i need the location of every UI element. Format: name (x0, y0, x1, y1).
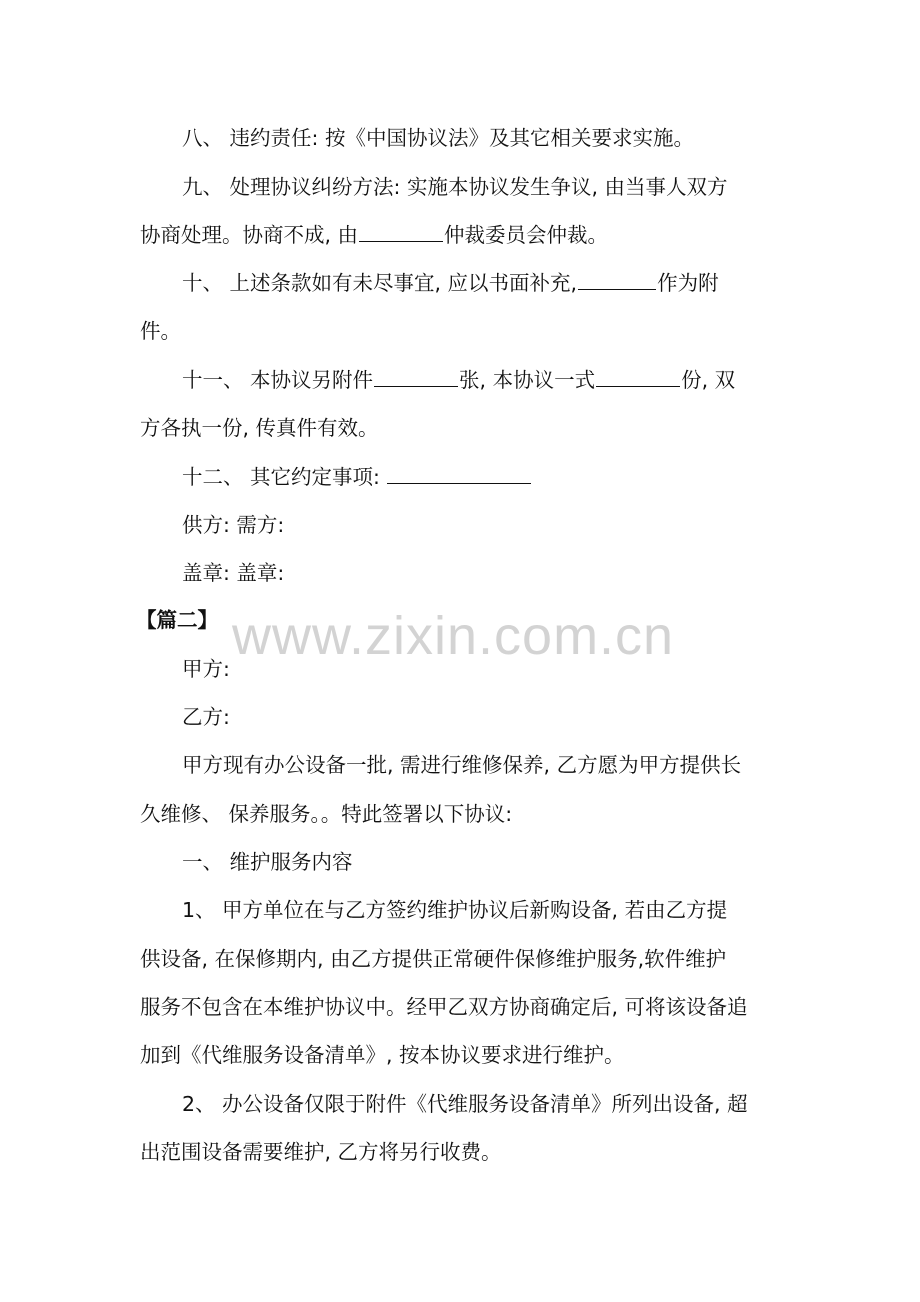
blank-other-terms (387, 482, 531, 484)
party-b: 乙方: (182, 705, 230, 729)
clause-10-text-a: 十、 上述条款如有未尽事宜, 应以书面补充, (182, 271, 578, 295)
item-2: 2、 办公设备仅限于附件《代维服务设备清单》所列出设备, 超 (182, 1092, 748, 1116)
clause-8: 八、 违约责任: 按《中国协议法》及其它相关要求实施。 (182, 126, 694, 150)
preamble-continued: 久维修、 保养服务。。特此签署以下协议: (140, 802, 513, 826)
clause-9: 九、 处理协议纠纷方法: 实施本协议发生争议, 由当事人双方 (182, 175, 728, 199)
clause-10-continued: 件。 (140, 319, 181, 343)
watermark: www.zixin.com.cn (232, 606, 675, 666)
blank-copies (596, 385, 680, 387)
clause-11-text-a: 十一、 本协议另附件 (182, 368, 374, 392)
blank-attachment (578, 288, 656, 290)
blank-sheets (374, 385, 458, 387)
item-2-line-2: 出范围设备需要维护, 乙方将另行收费。 (140, 1140, 502, 1164)
clause-11 (182, 365, 790, 395)
item-1: 1、 甲方单位在与乙方签约维护协议后新购设备, 若由乙方提 (182, 898, 728, 922)
section-1-title: 一、 维护服务内容 (182, 850, 353, 874)
item-1-line-3: 服务不包含在本维护协议中。经甲乙双方协商确定后, 可将该设备追 (140, 995, 748, 1019)
clause-10-text-b: 作为附 (657, 271, 719, 295)
clause-11-text-b: 张, 本协议一式 (459, 368, 596, 392)
supplier-buyer-line: 供方: 需方: (182, 513, 285, 537)
section-heading: 【篇二】 (136, 608, 218, 632)
clause-12-text: 十二、 其它约定事项: (182, 465, 380, 489)
clause-9-text-b: 仲裁委员会仲裁。 (444, 223, 609, 247)
clause-12 (182, 462, 790, 492)
preamble: 甲方现有办公设备一批, 需进行维修保养, 乙方愿为甲方提供长 (182, 753, 742, 777)
party-a: 甲方: (182, 657, 230, 681)
blank-arbitration (359, 240, 443, 242)
clause-9-continued (140, 220, 790, 250)
clause-11-continued: 方各执一份, 传真件有效。 (140, 416, 379, 440)
item-1-line-2: 供设备, 在保修期内, 由乙方提供正常硬件保修维护服务,软件维护 (140, 947, 727, 971)
clause-10 (182, 268, 790, 298)
clause-11-text-c: 份, 双 (681, 368, 736, 392)
seal-line: 盖章: 盖章: (182, 561, 285, 585)
clause-9-text-a: 协商处理。协商不成, 由 (140, 223, 359, 247)
item-1-line-4: 加到《代维服务设备清单》, 按本协议要求进行维护。 (140, 1043, 625, 1067)
